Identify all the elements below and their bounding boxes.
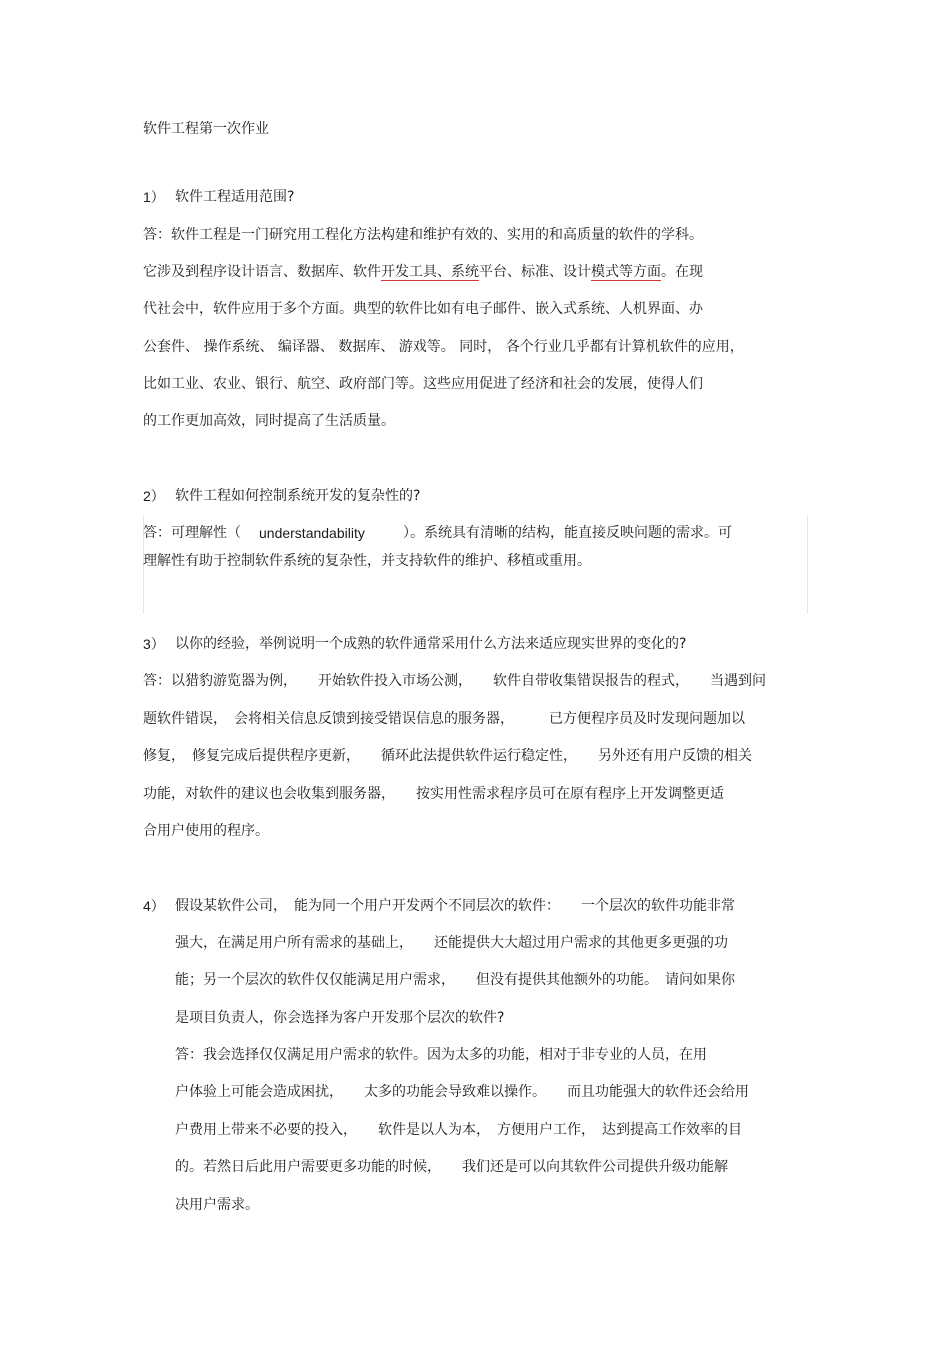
q1-answer-line-2-part-1: 它涉及到程序设计语言、数据库、软件 (143, 264, 381, 280)
q1-answer-line-2-part-3: 平台、标准、设计 (479, 264, 591, 280)
q4-answer-line-5: 决用户需求。 (175, 1197, 259, 1213)
document-title: 软件工程第一次作业 (143, 121, 269, 137)
q2-answer-suffix: ）。系统具有清晰的结构，能直接反映问题的需求。可 (403, 525, 732, 541)
q4-question-line-3: 能；另一个层次的软件仅仅能满足用户需求， 但没有提供其他额外的功能。 请问如果你 (175, 972, 735, 988)
q3-answer-line-2: 题软件错误， 会将相关信息反馈到接受错误信息的服务器， 已方便程序员及时发现问题加以 (143, 711, 745, 727)
q3-number: 3） (143, 636, 165, 652)
q3-answer-line-3: 修复， 修复完成后提供程序更新， 循环此法提供软件运行稳定性， 另外还有用户反馈的相关 (143, 748, 752, 764)
q4-number: 4） (143, 898, 165, 914)
q1-answer-line-2-part-5: 。在现 (661, 264, 703, 280)
q1-answer-line-5: 比如工业、农业、银行、航空、政府部门等。这些应用促进了经济和社会的发展，使得人们 (143, 376, 703, 392)
q4-answer-line-4: 的。若然日后此用户需要更多功能的时候， 我们还是可以向其软件公司提供升级功能解 (175, 1159, 728, 1175)
q2-number: 2） (143, 488, 165, 504)
q2-question: 软件工程如何控制系统开发的复杂性的? (175, 488, 421, 504)
q4-question-line-1: 假设某软件公司， 能为同一个用户开发两个不同层次的软件： 一个层次的软件功能非常 (175, 898, 735, 914)
q2-answer-term: understandability (259, 525, 365, 541)
q1-number: 1） (143, 189, 165, 205)
q1-answer-line-1: 答：软件工程是一门研究用工程化方法构建和维护有效的、实用的和高质量的软件的学科。 (143, 227, 703, 243)
q2-answer-line-2: 理解性有助于控制软件系统的复杂性，并支持软件的维护、移植或重用。 (143, 553, 591, 569)
q1-underlined-patterns: 模式等方面 (591, 264, 661, 280)
q1-answer-line-4: 公套件、 操作系统、 编译器、 数据库、 游戏等。 同时， 各个行业几乎都有计算机软件的应用， (143, 339, 744, 355)
q1-answer-line-3: 代社会中，软件应用于多个方面。典型的软件比如有电子邮件、嵌入式系统、人机界面、办 (143, 301, 703, 317)
q3-answer-line-1: 答：以猎豹游览器为例， 开始软件投入市场公测， 软件自带收集错误报告的程式， 当遇到问 (143, 673, 766, 689)
q1-answer-line-6: 的工作更加高效，同时提高了生活质量。 (143, 413, 395, 429)
q3-answer-line-5: 合用户使用的程序。 (143, 823, 269, 839)
q4-answer-line-3: 户费用上带来不必要的投入， 软件是以人为本， 方便用户工作， 达到提高工作效率的目 (175, 1122, 742, 1138)
q2-answer-prefix: 答：可理解性（ (143, 525, 241, 541)
q4-answer-line-2: 户体验上可能会造成困扰， 太多的功能会导致难以操作。 而且功能强大的软件还会给用 (175, 1084, 749, 1100)
q4-answer-line-1: 答：我会选择仅仅满足用户需求的软件。因为太多的功能，相对于非专业的人员，在用 (175, 1047, 707, 1063)
q3-answer-line-4: 功能，对软件的建议也会收集到服务器， 按实用性需求程序员可在原有程序上开发调整更适 (143, 786, 724, 802)
q1-underlined-tools: 开发工具、系统 (381, 264, 479, 280)
q4-question-line-2: 强大，在满足用户所有需求的基础上， 还能提供大大超过用户需求的其他更多更强的功 (175, 935, 728, 951)
q1-answer-line-2 (143, 264, 703, 280)
q1-question: 软件工程适用范围? (175, 189, 295, 205)
q3-question: 以你的经验，举例说明一个成熟的软件通常采用什么方法来适应现实世界的变化的? (175, 636, 687, 652)
q4-question-line-4: 是项目负责人，你会选择为客户开发那个层次的软件? (175, 1010, 505, 1026)
